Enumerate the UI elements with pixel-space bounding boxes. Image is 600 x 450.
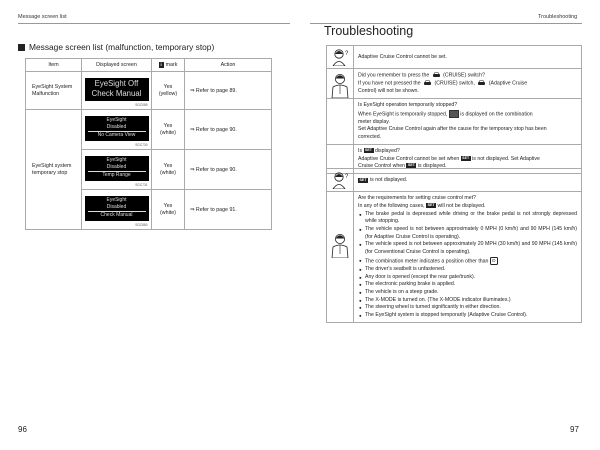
requirement-list [358,211,577,320]
drive-position-d-icon: D [490,257,498,265]
list-item: ● The vehicle speed is not between approximately 0 MPH (0 km/h) and 90 MPH (145 km/h) (for Adaptive Cruise Control is operating). [358,226,577,241]
svg-text:?: ? [345,174,349,180]
list-item: ● The driver's seatbelt is unfastened. [358,266,577,274]
table-header-row [26,59,272,72]
cause-row [326,69,582,99]
cause-text: Is SET displayed? Adaptive Cruise Control cannot be set when SET is not displayed. Set Adaptive Cruise Control when SET is displayed. [358,147,540,170]
list-item: ● The steering wheel is turned significantly in either direction. [358,304,577,312]
page-number-right: 97 [570,425,579,434]
problem-row [326,45,582,69]
set-indicator-icon: SET [462,155,470,160]
eyesight-disabled-icon [449,110,459,118]
list-item: ● The brake pedal is depressed while driving or the brake pedal is not strongly depressed while stopping. [358,211,577,226]
list-item: ● The X-MODE is turned on. (The X-MODE indicator illuminates.) [358,297,577,305]
list-item: ● Any door is opened (except the rear gate/trunk). [358,274,577,282]
col-header-mark: i mark [152,59,185,72]
set-indicator-icon: SET [427,202,435,207]
problem-text: Adaptive Cruise Control cannot be set. [358,53,447,60]
list-item: ● The EyeSight system is stopped temporarily (Adaptive Cruise Control). [358,312,577,320]
mark-cell: Yes (white) [152,150,185,190]
troubleshooting-block-set-not-displayed [326,168,582,323]
set-indicator-icon: SET [365,147,372,152]
page-number-left: 96 [18,425,27,434]
adaptive-cruise-icon [477,80,486,86]
displayed-screen-cell [82,72,152,110]
troubleshooting-block-cruise-cannot-be-set [326,45,582,174]
action-cell: ⇒ Refer to page 90. [185,110,272,150]
cause-text: Is EyeSight operation temporarily stopped? When EyeSight is temporarily stopped, is displayed on the combination meter display. Set Adaptive Cruise Control again after the cause for the temporary stop has been corrected. [358,101,547,141]
action-cell: ⇒ Refer to page 89. [185,72,272,110]
question-person-icon [327,169,354,191]
table-row [26,72,272,110]
item-cell: EyeSight System Malfunction [26,72,82,110]
image-code: SGC730 [135,143,148,147]
problem-row [326,168,582,192]
cause-row [326,99,582,145]
cause-row [326,192,582,323]
list-item: ● The vehicle speed is not between approximately 20 MPH (30 km/h) and 90 MPH (145 km/h) (for Conventional Cruise Control is operating). [358,241,577,256]
col-header-action: Action [185,59,272,72]
displayed-screen-cell [82,150,152,190]
svg-text:?: ? [345,51,349,57]
displayed-screen-cell [82,110,152,150]
screen-image: EyeSight Disabled No Camera View [85,116,149,141]
list-item: ● The combination meter indicates a position other than D [358,257,577,266]
image-code: SGC880 [135,223,148,227]
section-title: Message screen list (malfunction, temporary stop) [18,42,214,52]
question-person-icon [327,46,354,68]
image-code: SGC089 [135,103,148,107]
square-bullet-icon [18,44,25,51]
running-head-right: Troubleshooting [538,14,578,20]
image-code: SGC731 [135,183,148,187]
screen-image: EyeSight Disabled Check Manual [85,196,149,221]
mark-cell: Yes (yellow) [152,72,185,110]
set-indicator-icon: SET [407,163,415,168]
col-header-item: Item [26,59,82,72]
message-screen-table [25,58,272,230]
list-item: ● The electronic parking brake is applied. [358,281,577,289]
header-rule-left [18,23,290,24]
cause-text: Did you remember to press the (CRUISE) switch? If you have not pressed the (CRUISE) switch, (Adaptive Cruise Control) will not be shown. [358,72,528,95]
screen-image: EyeSight Off Check Manual [85,78,149,101]
screen-image: EyeSight Disabled Temp Range [85,156,149,181]
running-head-left: Message screen list [18,14,67,20]
action-cell: ⇒ Refer to page 91. [185,190,272,230]
indicator-icon: i [160,62,162,67]
action-cell: ⇒ Refer to page 90. [185,150,272,190]
mark-cell: Yes (white) [152,110,185,150]
mark-cell: Yes (white) [152,190,185,230]
item-cell: EyeSight system temporary stop [26,110,82,230]
advice-person-icon [327,192,354,322]
cruise-switch-icon [423,80,432,86]
page-title: Troubleshooting [324,24,414,38]
cause-text: Are the requirements for setting cruise control met? In any of the following cases, SET will not be displayed. ● The brake pedal is depressed while driving or the brake pedal is not strongly depressed while stopping. ● The vehicle speed is not between approximately 0 MPH (0 km/h) and 90 MPH (145 km/h) (for Adaptive Cruise Control is operating). ● The vehicle speed is not between approximately 20 MPH (30 km/h) and 90 MPH (145 km/h) (for Conventional Cruise Control is operating). ● The combination meter indicates a position other than D ● The driver's seatbelt is unfastened. ● Any door is opened (except the rear gate/trunk). ● The electronic parking brake is applied. ● The vehicle is on a steep grade. ● The X-MODE is turned on. (The X-MODE indicator illuminates.) ● The steering wheel is turned significantly in either direction. ● The EyeSight system is stopped temporarily (Adaptive Cruise Control). [354,192,581,322]
set-indicator-icon: SET [359,177,367,182]
col-header-displayed-screen: Displayed screen [82,59,152,72]
table-row [26,110,272,150]
list-item: ● The vehicle is on a steep grade. [358,289,577,297]
problem-text: SET is not displayed. [359,176,408,183]
advice-person-icon [327,69,354,98]
cruise-switch-icon [432,72,441,78]
displayed-screen-cell [82,190,152,230]
